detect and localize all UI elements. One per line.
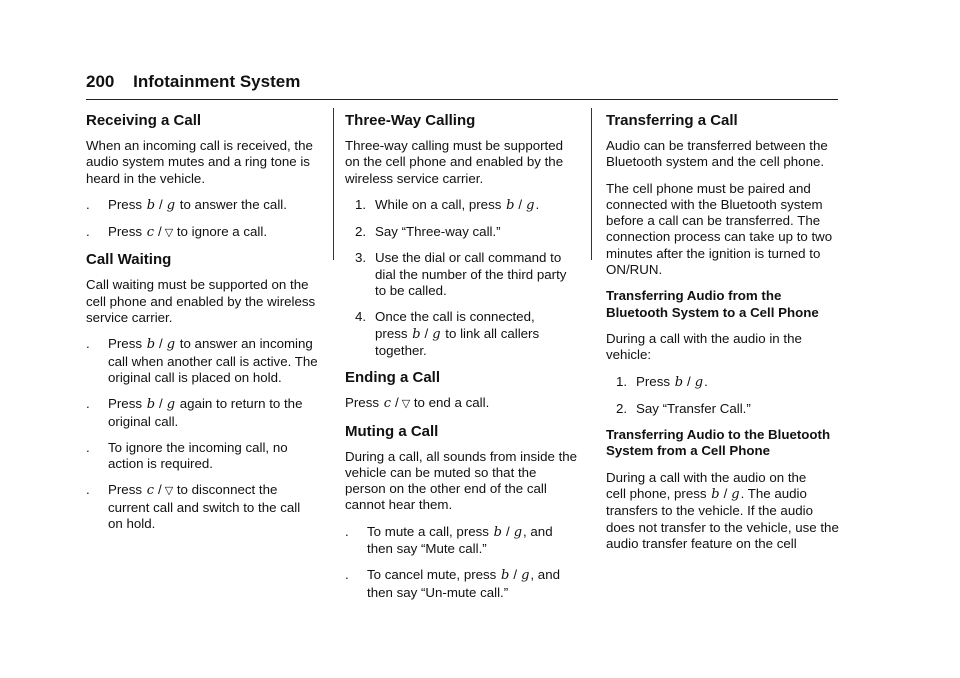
numbered-step: 1. While on a call, press b / g. [355, 196, 540, 213]
bullet-item: . Press b / g to answer an incoming call when another call is active. The original call is placed on hold. [86, 336, 318, 385]
paragraph-text: Press [345, 395, 379, 411]
header-divider [86, 99, 838, 100]
phone-answer-icon: b [674, 374, 684, 390]
bullet-text: Press [108, 336, 142, 352]
voice-icon: g [521, 568, 530, 584]
phone-answer-icon: b [493, 524, 502, 540]
paragraph: During a call with the audio on the cell phone, press b / g. The audio transfers to the vehicle. If the audio does not transfer to the vehicle, use the audio transfer feature on the cell [606, 469, 839, 551]
bullet-item: . Press c / ▽ to disconnect the current call and switch to the call on hold. [86, 482, 301, 532]
column-divider [591, 108, 592, 260]
phone-answer-icon: b [412, 326, 421, 342]
bullet-text: To mute a call, press [367, 523, 489, 539]
paragraph: Three-way calling must be supported on the cell phone and enabled by the wireless service carrier. [345, 138, 564, 186]
section-title: Infotainment System [133, 72, 301, 91]
phone-answer-icon: b [146, 397, 156, 413]
voice-icon: g [166, 197, 176, 213]
step-text: Say “Transfer Call.” [636, 400, 751, 416]
bullet-item: . Press b / g to answer the call. [86, 196, 287, 213]
bullet-text: Press [108, 482, 142, 498]
step-text: Say “Three-way call.” [375, 224, 501, 240]
voice-icon: g [731, 487, 740, 503]
column-divider [333, 108, 334, 260]
numbered-step: 1. Press b / g. [616, 373, 708, 390]
triangle-down-icon: ▽ [401, 397, 411, 411]
bullet-text: to ignore a call. [176, 224, 268, 240]
voice-icon: g [166, 337, 176, 353]
section-heading: Call Waiting [86, 251, 172, 269]
bullet-text: To cancel mute, press [367, 567, 497, 583]
voice-icon: g [166, 397, 176, 413]
section-heading: Transferring a Call [606, 112, 738, 129]
bullet-text: Press [108, 224, 142, 240]
voice-icon: g [694, 374, 704, 390]
triangle-down-icon: ▽ [164, 226, 174, 240]
column-2 [345, 108, 579, 611]
bullet-text: again to return to the original call. [108, 396, 303, 429]
triangle-down-icon: ▽ [164, 484, 174, 498]
bullet-item: . To mute a call, press b / g, and then say “Mute call.” [345, 523, 553, 557]
numbered-step: 4. Once the call is connected, press b / g to link all callers together. [355, 309, 540, 358]
paragraph: When an incoming call is received, the audio system mutes and a ring tone is heard in the vehicle. [86, 138, 313, 186]
phone-answer-icon: b [146, 337, 156, 353]
step-text: Use the dial or call command to dial the number of the third party to be called. [375, 250, 567, 299]
paragraph-text: The audio transfers to the vehicle. If the audio does not transfer to the vehicle, use the audio transfer feature on the cell [606, 486, 839, 551]
bullet-text: to answer an incoming call when another call is active. The original call is placed on hold. [108, 336, 318, 385]
step-text: to link all callers together. [375, 325, 540, 358]
paragraph: Call waiting must be supported on the cell phone and enabled by the wireless service carrier. [86, 277, 316, 326]
paragraph: Audio can be transferred between the Bluetooth system and the cell phone. [606, 138, 828, 170]
phone-answer-icon: b [711, 487, 720, 503]
bullet-item: . To cancel mute, press b / g, and then say “Un-mute call.” [345, 567, 560, 600]
voice-icon: g [526, 197, 535, 213]
step-text: While on a call, press [375, 196, 502, 212]
step-text: Once the call is connected, [375, 309, 535, 325]
phone-answer-icon: b [501, 568, 510, 584]
bullet-text: to answer the call. [179, 196, 287, 212]
section-heading: Receiving a Call [86, 112, 202, 129]
voice-icon: g [513, 524, 523, 540]
paragraph: During a call with the audio in the vehicle: [606, 330, 802, 363]
phone-hangup-icon: c [383, 396, 391, 412]
phone-hangup-icon: c [146, 483, 154, 499]
section-heading: Muting a Call [345, 422, 439, 440]
bullet-text: , and then say “Un-mute call.” [367, 567, 560, 600]
column-3 [606, 108, 842, 562]
page-number: 200 [86, 72, 115, 91]
step-text: press [375, 325, 408, 341]
bullet-text: Press [108, 196, 142, 212]
paragraph: The cell phone must be paired and connected with the Bluetooth system before a call can be transferred. The connection process can take up to two minutes after the ignition is turned to ON/RUN. [606, 180, 833, 278]
bullet-text: to disconnect the current call and switch to the call on hold. [108, 482, 301, 532]
step-text: Press [636, 373, 670, 389]
paragraph: During a call, all sounds from inside the vehicle can be muted so that the person on the other end of the call cannot hear them. [345, 448, 578, 513]
paragraph: Press c / ▽ to end a call. [345, 395, 490, 412]
numbered-step: 3. Use the dial or call command to dial the number of the third party to be called. [355, 250, 579, 299]
section-heading: Ending a Call [345, 369, 441, 387]
subsection-heading: Transferring Audio to the Bluetooth System from a Cell Phone [606, 427, 831, 459]
numbered-step: 2. Say “Three-way call.” [355, 224, 501, 240]
paragraph-text: During a call with the audio on the [606, 469, 807, 485]
phone-hangup-icon: c [146, 225, 154, 241]
bullet-text: Press [108, 396, 142, 412]
bullet-item: . Press c / ▽ to ignore a call. [86, 224, 268, 241]
voice-icon: g [432, 326, 441, 342]
column-1 [86, 108, 318, 542]
bullet-item: . Press b / g again to return to the original call. [86, 396, 303, 429]
paragraph-text: to end a call. [413, 395, 490, 411]
section-heading: Three-Way Calling [345, 112, 476, 129]
bullet-text: To ignore the incoming call, no action is required. [108, 439, 288, 472]
phone-answer-icon: b [506, 197, 515, 213]
bullet-item: . To ignore the incoming call, no action is required. [86, 440, 318, 473]
numbered-step: 2. Say “Transfer Call.” [616, 400, 751, 416]
subsection-heading: Transferring Audio from the Bluetooth System to a Cell Phone [606, 288, 819, 320]
page-header [86, 72, 300, 92]
bullet-text: , and then say “Mute call.” [367, 523, 553, 557]
phone-answer-icon: b [146, 197, 156, 213]
paragraph-text: cell phone, press [606, 486, 707, 502]
